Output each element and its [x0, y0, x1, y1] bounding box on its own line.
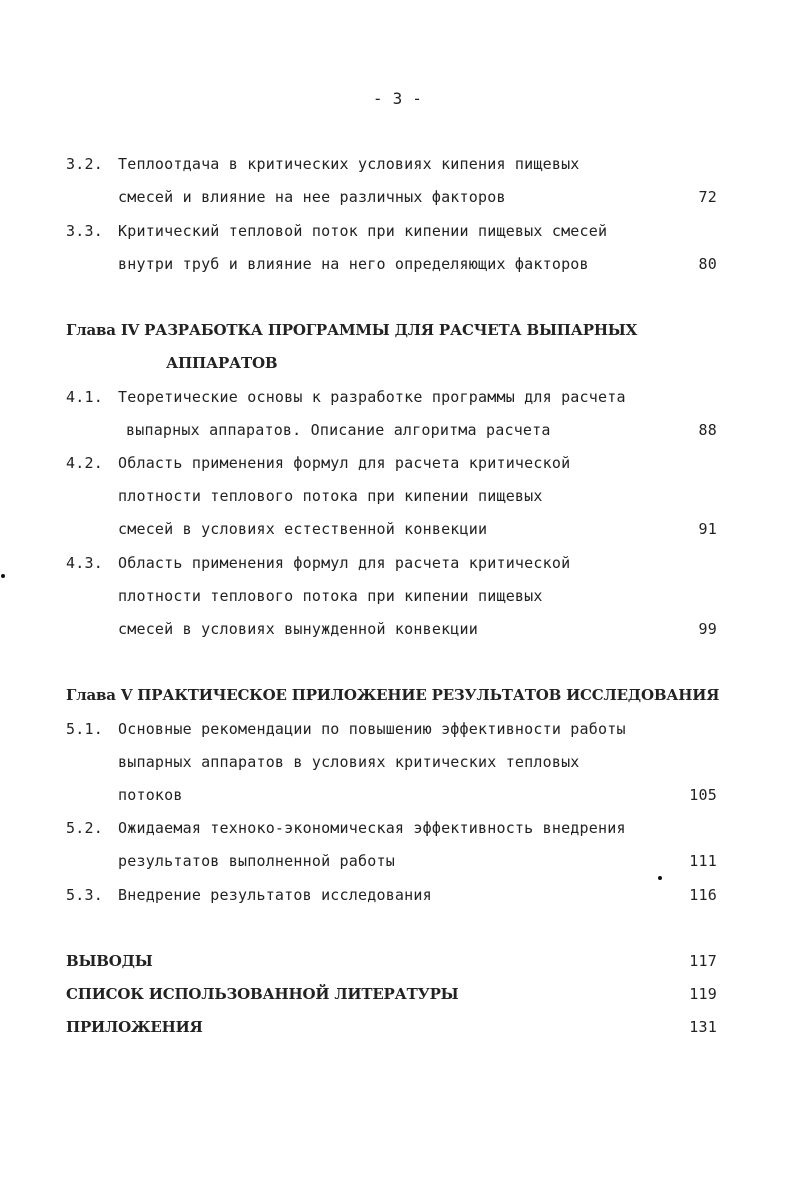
toc-item-number: 5.2. — [66, 819, 103, 837]
toc-item-number: 4.1. — [66, 388, 103, 406]
toc-item-text: Критический тепловой поток при кипении пищевых смесей — [118, 222, 608, 240]
toc-item-number: 3.3. — [66, 222, 103, 240]
toc-item-page: 80 — [698, 255, 717, 273]
toc-item-text: смесей в условиях вынужденной конвекции — [118, 620, 478, 638]
toc-item-number: 5.1. — [66, 720, 103, 738]
toc-item-page: 111 — [689, 852, 717, 870]
toc-item-text: плотности теплового потока при кипении пищевых — [118, 487, 543, 505]
end-section-page: 117 — [689, 952, 717, 970]
toc-item-text: потоков — [118, 786, 183, 804]
toc-item-text: смесей в условиях естественной конвекции — [118, 520, 488, 538]
toc-item-text: Ожидаемая техноко-экономическая эффективность внедрения — [118, 819, 626, 837]
toc-item-text: плотности теплового потока при кипении пищевых — [118, 587, 543, 605]
toc-item-page: 72 — [698, 188, 717, 206]
toc-item-text: Теплоотдача в критических условиях кипения пищевых — [118, 155, 580, 173]
chapter-heading: АППАРАТОВ — [166, 354, 278, 372]
toc-item-page: 105 — [689, 786, 717, 804]
toc-item-number: 4.2. — [66, 454, 103, 472]
toc-item-number: 4.3. — [66, 554, 103, 572]
end-section-title: СПИСОК ИСПОЛЬЗОВАННОЙ ЛИТЕРАТУРЫ — [66, 985, 459, 1003]
scan-speck — [1, 574, 5, 578]
toc-item-number: 3.2. — [66, 155, 103, 173]
end-section-title: ПРИЛОЖЕНИЯ — [66, 1018, 203, 1036]
toc-item-page: 99 — [698, 620, 717, 638]
toc-item-text: выпарных аппаратов. Описание алгоритма расчета — [126, 421, 551, 439]
toc-item-text: внутри труб и влияние на него определяющих факторов — [118, 255, 589, 273]
end-section-page: 131 — [689, 1018, 717, 1036]
scan-speck — [658, 876, 662, 880]
chapter-heading: Глава V ПРАКТИЧЕСКОЕ ПРИЛОЖЕНИЕ РЕЗУЛЬТАТОВ ИССЛЕДОВАНИЯ — [66, 686, 720, 704]
toc-item-text: Основные рекомендации по повышению эффективности работы — [118, 720, 626, 738]
toc-item-page: 116 — [689, 886, 717, 904]
toc-item-page: 91 — [698, 520, 717, 538]
toc-item-text: Внедрение результатов исследования — [118, 886, 432, 904]
toc-item-text: Теоретические основы к разработке программы для расчета — [118, 388, 626, 406]
toc-item-text: выпарных аппаратов в условиях критических тепловых — [118, 753, 580, 771]
end-section-title: ВЫВОДЫ — [66, 952, 153, 970]
chapter-heading: Глава IV РАЗРАБОТКА ПРОГРАММЫ ДЛЯ РАСЧЕТА ВЫПАРНЫХ — [66, 321, 638, 339]
page-number: - 3 - — [372, 89, 423, 108]
toc-item-number: 5.3. — [66, 886, 103, 904]
toc-item-page: 88 — [698, 421, 717, 439]
toc-item-text: Область применения формул для расчета критической — [118, 454, 571, 472]
end-section-page: 119 — [689, 985, 717, 1003]
toc-item-text: результатов выполненной работы — [118, 852, 395, 870]
toc-item-text: смесей и влияние на нее различных факторов — [118, 188, 506, 206]
toc-item-text: Область применения формул для расчета критической — [118, 554, 571, 572]
